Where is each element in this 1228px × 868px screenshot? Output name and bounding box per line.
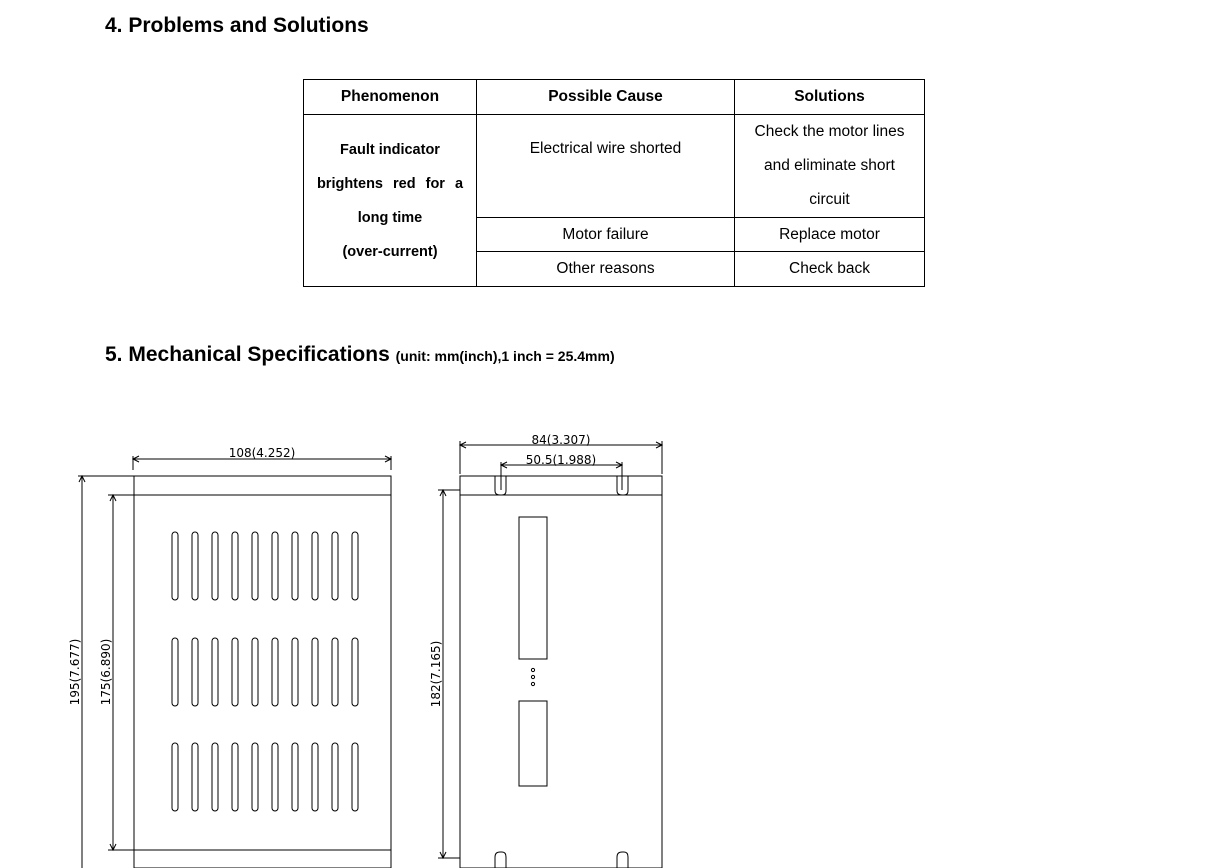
phenomenon-line: Fault indicator [340,141,440,158]
side-body-outline [460,476,662,868]
unit-note: (unit: mm(inch),1 inch = 25.4mm) [395,348,615,364]
header-solutions: Solutions [735,80,925,115]
vent-slot [292,638,298,706]
solution-cell: Check back [735,252,925,287]
led-indicator [531,668,534,671]
vent-slot [252,743,258,811]
dim-width-side: 84(3.307) [531,433,591,447]
vent-slot [272,638,278,706]
dim-height-inner: 175(6.890) [99,638,113,706]
dim-width-mount: 50.5(1.988) [525,453,597,467]
cause-cell: Other reasons [477,252,735,287]
vent-slot [252,638,258,706]
mount-tab-bottom-right [617,852,628,868]
phenomenon-line: long time [357,209,423,226]
vent-slot [272,532,278,600]
vent-slot [292,532,298,600]
vent-slot [312,638,318,706]
vent-slot [332,743,338,811]
vent-slot [352,743,358,811]
vent-slot [312,743,318,811]
front-dimensions [68,446,391,868]
dim-height-total: 195(7.677) [68,638,82,706]
vent-slot [232,532,238,600]
solution-line: and eliminate short [764,157,895,174]
vent-slot [212,638,218,706]
side-dimensions [429,433,662,858]
vent-slot [352,638,358,706]
led-indicator [531,675,534,678]
vent-slot [192,638,198,706]
vent-slot [192,743,198,811]
section-4-title: 4. Problems and Solutions [105,14,369,37]
phenomenon-line: (over-current) [342,243,438,260]
vent-slot [332,532,338,600]
vent-slot [172,743,178,811]
section-5-title [105,343,615,367]
phenomenon-cell [304,115,477,287]
vent-slot [232,638,238,706]
dim-height-side: 182(7.165) [429,640,443,708]
solution-cell [735,115,925,218]
vent-slot [352,532,358,600]
vent-slot [172,532,178,600]
vent-slots [172,532,358,811]
vent-slot [212,743,218,811]
vent-slot [172,638,178,706]
mechanical-drawing [0,420,700,868]
problems-solutions-table [303,79,925,287]
mount-tab-bottom-left [495,852,506,868]
solution-line: Check the motor lines [754,123,905,140]
solution-cell: Replace motor [735,218,925,252]
section-5-title-text: 5. Mechanical Specifications [105,343,390,366]
cause-cell [477,115,735,218]
vent-slot [292,743,298,811]
led-indicator [531,682,534,685]
phenomenon-line: brightens red for a [316,175,464,192]
solution-line: circuit [809,191,850,208]
vent-slot [212,532,218,600]
cause-text: Electrical wire shorted [529,140,682,157]
vent-slot [332,638,338,706]
side-view [460,476,662,868]
table-header-row [304,80,925,115]
table-row [304,115,925,218]
vent-slot [312,532,318,600]
vent-slot [272,743,278,811]
header-possible-cause: Possible Cause [477,80,735,115]
front-view [134,476,391,868]
vent-slot [192,532,198,600]
vent-slot [232,743,238,811]
cause-cell: Motor failure [477,218,735,252]
vent-slot [252,532,258,600]
dim-width-front: 108(4.252) [228,446,296,460]
connector-top [519,517,547,659]
connector-bottom [519,701,547,786]
header-phenomenon: Phenomenon [304,80,477,115]
